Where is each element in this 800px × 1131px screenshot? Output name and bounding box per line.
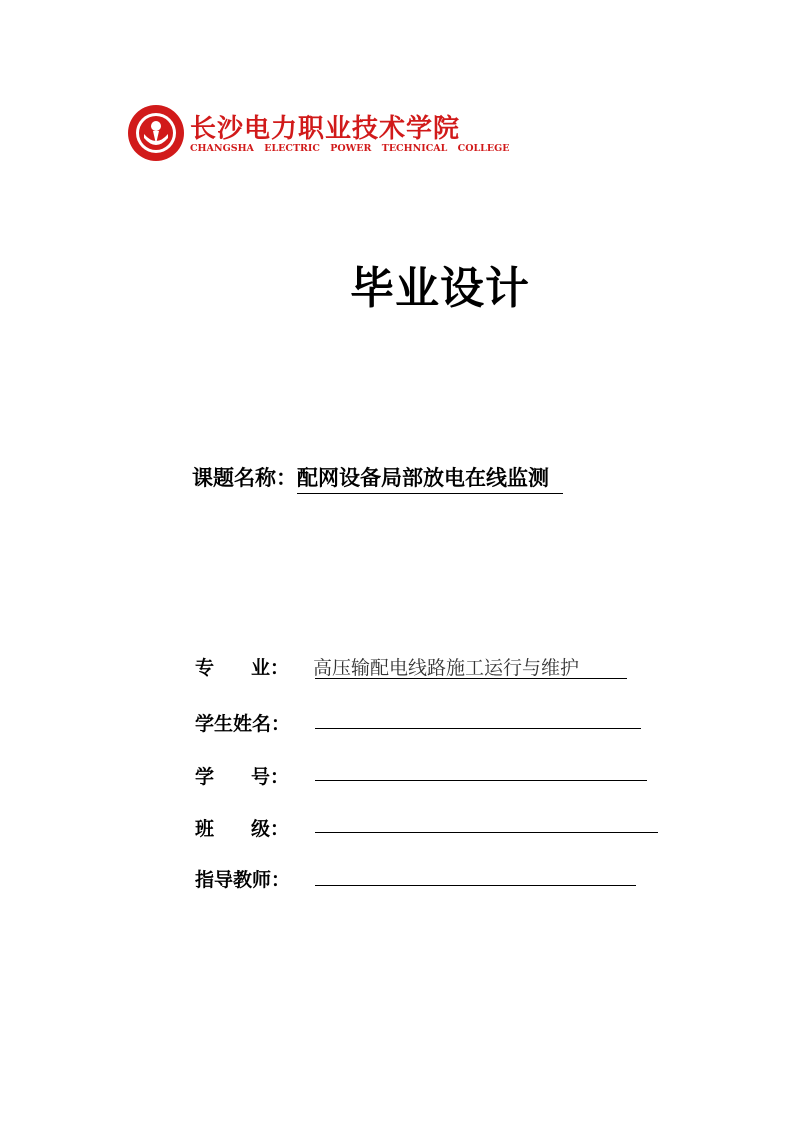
field-student-name (195, 709, 655, 737)
student-id-underline (315, 780, 647, 781)
student-name-label: 学生姓名： (195, 713, 291, 735)
major-label-right: 业： (250, 657, 289, 679)
student-id-label-left: 学 (195, 766, 215, 788)
field-student-id (195, 762, 655, 790)
student-id-label (195, 762, 289, 789)
class-label-right: 级： (250, 818, 289, 840)
major-underline (315, 678, 627, 679)
advisor-underline (315, 885, 636, 886)
topic-label: 课题名称： (192, 466, 297, 490)
school-emblem-icon (127, 104, 185, 162)
advisor-label: 指导教师： (195, 869, 291, 891)
major-label-left: 专 (195, 657, 215, 679)
student-id-label-right: 号： (250, 766, 289, 788)
class-underline (315, 832, 658, 833)
document-title: 毕业设计 (350, 263, 530, 314)
field-advisor (195, 865, 655, 893)
field-major (195, 653, 655, 681)
major-value: 高压输配电线路施工运行与维护 (313, 657, 580, 679)
school-name-en: CHANGSHA ELECTRIC POWER TECHNICAL COLLEGE (190, 143, 510, 154)
class-label (195, 814, 289, 841)
topic-row (192, 462, 563, 494)
student-name-underline (315, 728, 641, 729)
class-label-left: 班 (195, 818, 215, 840)
major-label (195, 653, 289, 680)
field-class (195, 814, 665, 842)
school-name-cn: 长沙电力职业技术学院 (190, 114, 461, 144)
topic-value: 配网设备局部放电在线监测 (297, 462, 563, 494)
